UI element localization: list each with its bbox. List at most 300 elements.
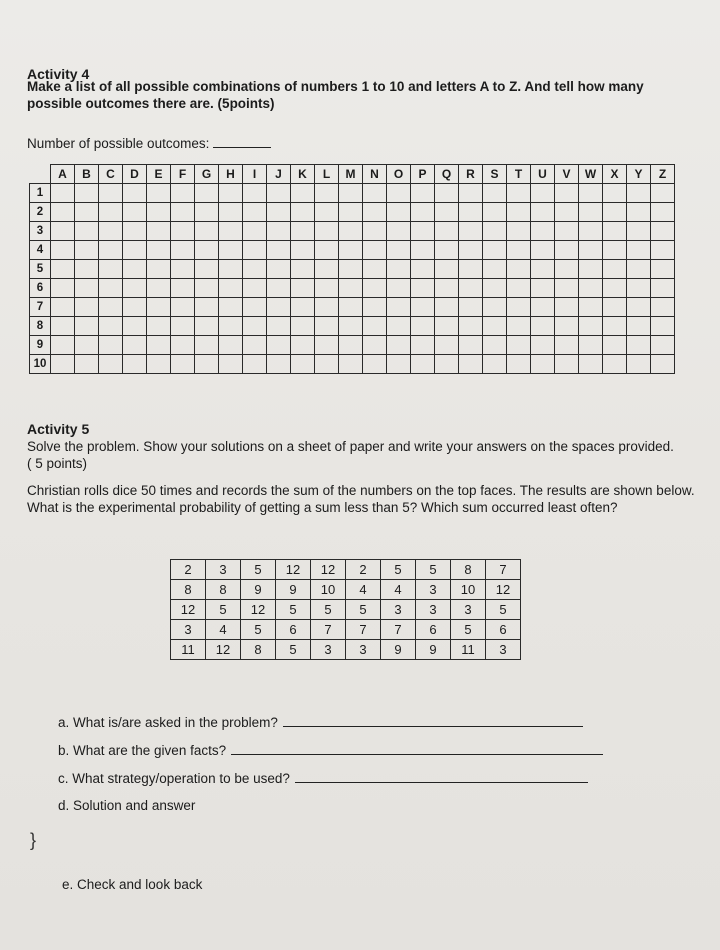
grid-cell[interactable] — [195, 298, 219, 317]
grid-cell[interactable] — [243, 241, 267, 260]
grid-cell[interactable] — [411, 241, 435, 260]
grid-cell[interactable] — [411, 298, 435, 317]
grid-cell[interactable] — [171, 203, 195, 222]
grid-cell[interactable] — [363, 184, 387, 203]
grid-cell[interactable] — [267, 336, 291, 355]
grid-cell[interactable] — [435, 317, 459, 336]
grid-cell[interactable] — [459, 317, 483, 336]
grid-cell[interactable] — [387, 279, 411, 298]
grid-cell[interactable] — [267, 203, 291, 222]
answer-line-b[interactable] — [231, 742, 603, 755]
dice-cell: 3 — [416, 580, 451, 600]
grid-cell[interactable] — [363, 279, 387, 298]
grid-cell[interactable] — [603, 203, 627, 222]
grid-cell[interactable] — [51, 336, 75, 355]
grid-row-header: 1 — [30, 184, 51, 203]
grid-cell[interactable] — [219, 260, 243, 279]
grid-cell[interactable] — [435, 222, 459, 241]
grid-cell[interactable] — [123, 298, 147, 317]
question-c-label: c. What strategy/operation to be used? — [58, 771, 290, 786]
grid-cell[interactable] — [627, 355, 651, 374]
grid-cell[interactable] — [627, 203, 651, 222]
grid-row-header: 7 — [30, 298, 51, 317]
grid-cell[interactable] — [51, 241, 75, 260]
grid-cell[interactable] — [363, 336, 387, 355]
grid-cell[interactable] — [51, 260, 75, 279]
grid-cell[interactable] — [555, 184, 579, 203]
grid-cell[interactable] — [579, 184, 603, 203]
grid-cell[interactable] — [387, 336, 411, 355]
dice-cell: 11 — [171, 640, 206, 660]
grid-cell[interactable] — [291, 317, 315, 336]
grid-cell[interactable] — [339, 184, 363, 203]
grid-cell[interactable] — [195, 222, 219, 241]
dice-cell: 3 — [486, 640, 521, 660]
grid-cell[interactable] — [387, 241, 411, 260]
grid-cell[interactable] — [99, 241, 123, 260]
grid-cell[interactable] — [315, 298, 339, 317]
grid-cell[interactable] — [123, 336, 147, 355]
grid-cell[interactable] — [555, 317, 579, 336]
grid-cell[interactable] — [531, 260, 555, 279]
grid-cell[interactable] — [483, 317, 507, 336]
grid-cell[interactable] — [315, 355, 339, 374]
grid-cell[interactable] — [99, 279, 123, 298]
grid-cell[interactable] — [435, 279, 459, 298]
grid-cell[interactable] — [603, 222, 627, 241]
grid-cell[interactable] — [123, 184, 147, 203]
grid-cell[interactable] — [99, 355, 123, 374]
grid-cell[interactable] — [507, 241, 531, 260]
grid-cell[interactable] — [387, 203, 411, 222]
outcomes-prompt — [27, 135, 271, 151]
grid-cell[interactable] — [555, 336, 579, 355]
grid-cell[interactable] — [291, 298, 315, 317]
grid-cell[interactable] — [219, 184, 243, 203]
grid-cell[interactable] — [459, 298, 483, 317]
grid-row — [30, 336, 675, 355]
grid-cell[interactable] — [75, 336, 99, 355]
dice-cell: 6 — [486, 620, 521, 640]
grid-cell[interactable] — [603, 260, 627, 279]
grid-cell[interactable] — [195, 355, 219, 374]
grid-cell[interactable] — [339, 298, 363, 317]
grid-cell[interactable] — [411, 355, 435, 374]
grid-cell[interactable] — [51, 184, 75, 203]
grid-cell[interactable] — [195, 203, 219, 222]
grid-cell[interactable] — [435, 203, 459, 222]
grid-cell[interactable] — [75, 222, 99, 241]
grid-cell[interactable] — [435, 355, 459, 374]
grid-cell[interactable] — [507, 317, 531, 336]
grid-cell[interactable] — [219, 203, 243, 222]
grid-cell[interactable] — [171, 317, 195, 336]
grid-cell[interactable] — [579, 260, 603, 279]
grid-cell[interactable] — [411, 317, 435, 336]
grid-cell[interactable] — [435, 336, 459, 355]
grid-cell[interactable] — [363, 298, 387, 317]
grid-cell[interactable] — [75, 184, 99, 203]
grid-cell[interactable] — [531, 279, 555, 298]
grid-cell[interactable] — [435, 241, 459, 260]
grid-cell[interactable] — [315, 317, 339, 336]
grid-cell[interactable] — [171, 184, 195, 203]
grid-cell[interactable] — [147, 317, 171, 336]
grid-cell[interactable] — [147, 279, 171, 298]
grid-cell[interactable] — [219, 279, 243, 298]
grid-cell[interactable] — [531, 203, 555, 222]
grid-column-header: J — [267, 165, 291, 184]
grid-column-header: I — [243, 165, 267, 184]
grid-cell[interactable] — [459, 355, 483, 374]
grid-cell[interactable] — [195, 279, 219, 298]
grid-cell[interactable] — [75, 260, 99, 279]
grid-cell[interactable] — [339, 222, 363, 241]
grid-cell[interactable] — [219, 298, 243, 317]
grid-cell[interactable] — [75, 317, 99, 336]
grid-cell[interactable] — [51, 355, 75, 374]
grid-cell[interactable] — [75, 203, 99, 222]
grid-column-header: S — [483, 165, 507, 184]
grid-cell[interactable] — [651, 203, 675, 222]
grid-cell[interactable] — [363, 203, 387, 222]
grid-cell[interactable] — [123, 260, 147, 279]
grid-cell[interactable] — [555, 298, 579, 317]
grid-corner — [30, 165, 51, 184]
grid-cell[interactable] — [171, 241, 195, 260]
grid-cell[interactable] — [171, 260, 195, 279]
grid-cell[interactable] — [411, 203, 435, 222]
grid-cell[interactable] — [531, 317, 555, 336]
grid-cell[interactable] — [435, 260, 459, 279]
grid-cell[interactable] — [291, 203, 315, 222]
grid-cell[interactable] — [651, 184, 675, 203]
grid-cell[interactable] — [603, 355, 627, 374]
grid-cell[interactable] — [147, 298, 171, 317]
grid-cell[interactable] — [243, 298, 267, 317]
grid-cell[interactable] — [507, 222, 531, 241]
grid-cell[interactable] — [267, 317, 291, 336]
grid-cell[interactable] — [579, 336, 603, 355]
grid-cell[interactable] — [243, 222, 267, 241]
grid-cell[interactable] — [651, 317, 675, 336]
grid-cell[interactable] — [315, 241, 339, 260]
grid-cell[interactable] — [411, 336, 435, 355]
grid-cell[interactable] — [147, 260, 171, 279]
grid-cell[interactable] — [483, 203, 507, 222]
grid-cell[interactable] — [459, 260, 483, 279]
grid-column-header: Y — [627, 165, 651, 184]
grid-cell[interactable] — [315, 260, 339, 279]
grid-cell[interactable] — [267, 298, 291, 317]
question-d: d. Solution and answer — [58, 798, 196, 813]
grid-cell[interactable] — [219, 241, 243, 260]
grid-cell[interactable] — [627, 317, 651, 336]
grid-cell[interactable] — [291, 336, 315, 355]
grid-cell[interactable] — [651, 355, 675, 374]
dice-cell: 7 — [346, 620, 381, 640]
dice-cell: 10 — [311, 580, 346, 600]
grid-cell[interactable] — [603, 279, 627, 298]
dice-cell: 3 — [206, 560, 241, 580]
question-e: e. Check and look back — [62, 877, 203, 892]
dice-cell: 2 — [171, 560, 206, 580]
grid-cell[interactable] — [627, 260, 651, 279]
grid-cell[interactable] — [51, 298, 75, 317]
grid-cell[interactable] — [459, 222, 483, 241]
grid-cell[interactable] — [363, 355, 387, 374]
grid-cell[interactable] — [315, 184, 339, 203]
grid-column-header: B — [75, 165, 99, 184]
grid-cell[interactable] — [291, 279, 315, 298]
grid-cell[interactable] — [531, 355, 555, 374]
grid-cell[interactable] — [531, 336, 555, 355]
grid-cell[interactable] — [243, 260, 267, 279]
grid-cell[interactable] — [531, 222, 555, 241]
grid-cell[interactable] — [267, 355, 291, 374]
grid-cell[interactable] — [75, 279, 99, 298]
grid-cell[interactable] — [459, 203, 483, 222]
grid-cell[interactable] — [387, 355, 411, 374]
grid-cell[interactable] — [339, 317, 363, 336]
grid-cell[interactable] — [123, 279, 147, 298]
grid-cell[interactable] — [555, 279, 579, 298]
grid-cell[interactable] — [507, 260, 531, 279]
grid-cell[interactable] — [483, 279, 507, 298]
grid-cell[interactable] — [267, 222, 291, 241]
grid-cell[interactable] — [291, 222, 315, 241]
grid-cell[interactable] — [147, 203, 171, 222]
grid-cell[interactable] — [651, 298, 675, 317]
grid-cell[interactable] — [603, 298, 627, 317]
grid-cell[interactable] — [531, 184, 555, 203]
grid-cell[interactable] — [579, 298, 603, 317]
grid-cell[interactable] — [507, 298, 531, 317]
grid-cell[interactable] — [243, 317, 267, 336]
grid-cell[interactable] — [51, 317, 75, 336]
grid-cell[interactable] — [411, 222, 435, 241]
grid-cell[interactable] — [147, 355, 171, 374]
dice-cell: 9 — [241, 580, 276, 600]
grid-cell[interactable] — [387, 184, 411, 203]
grid-cell[interactable] — [99, 222, 123, 241]
grid-cell[interactable] — [411, 279, 435, 298]
grid-cell[interactable] — [555, 203, 579, 222]
grid-cell[interactable] — [387, 317, 411, 336]
grid-cell[interactable] — [123, 241, 147, 260]
grid-cell[interactable] — [579, 203, 603, 222]
grid-cell[interactable] — [99, 203, 123, 222]
grid-cell[interactable] — [219, 222, 243, 241]
grid-cell[interactable] — [459, 336, 483, 355]
grid-cell[interactable] — [651, 336, 675, 355]
grid-cell[interactable] — [483, 222, 507, 241]
grid-cell[interactable] — [315, 203, 339, 222]
grid-cell[interactable] — [75, 355, 99, 374]
grid-cell[interactable] — [147, 222, 171, 241]
grid-cell[interactable] — [363, 241, 387, 260]
grid-cell[interactable] — [651, 279, 675, 298]
grid-cell[interactable] — [147, 241, 171, 260]
grid-cell[interactable] — [411, 260, 435, 279]
grid-cell[interactable] — [435, 298, 459, 317]
grid-cell[interactable] — [123, 222, 147, 241]
grid-cell[interactable] — [51, 222, 75, 241]
grid-cell[interactable] — [387, 298, 411, 317]
grid-cell[interactable] — [291, 184, 315, 203]
activity4-instructions-text: Make a list of all possible combinations of numbers 1 to 10 and letters A to Z. And tell how many possible outcomes there are. (5points) — [27, 79, 644, 111]
dice-cell: 12 — [171, 600, 206, 620]
grid-cell[interactable] — [459, 241, 483, 260]
grid-cell[interactable] — [171, 298, 195, 317]
grid-cell[interactable] — [363, 260, 387, 279]
grid-cell[interactable] — [555, 222, 579, 241]
grid-cell[interactable] — [651, 241, 675, 260]
grid-cell[interactable] — [579, 355, 603, 374]
grid-row-header: 8 — [30, 317, 51, 336]
grid-column-header: X — [603, 165, 627, 184]
grid-cell[interactable] — [627, 298, 651, 317]
grid-cell[interactable] — [243, 184, 267, 203]
grid-cell[interactable] — [123, 203, 147, 222]
grid-cell[interactable] — [267, 184, 291, 203]
grid-cell[interactable] — [171, 279, 195, 298]
grid-cell[interactable] — [339, 260, 363, 279]
dice-cell: 9 — [416, 640, 451, 660]
grid-cell[interactable] — [75, 298, 99, 317]
grid-cell[interactable] — [147, 336, 171, 355]
grid-cell[interactable] — [507, 203, 531, 222]
grid-cell[interactable] — [363, 222, 387, 241]
grid-cell[interactable] — [243, 279, 267, 298]
grid-cell[interactable] — [579, 279, 603, 298]
grid-cell[interactable] — [291, 355, 315, 374]
grid-cell[interactable] — [99, 260, 123, 279]
grid-cell[interactable] — [555, 355, 579, 374]
grid-cell[interactable] — [171, 336, 195, 355]
dice-cell: 5 — [486, 600, 521, 620]
grid-cell[interactable] — [291, 241, 315, 260]
grid-cell[interactable] — [315, 336, 339, 355]
grid-cell[interactable] — [51, 203, 75, 222]
grid-cell[interactable] — [315, 222, 339, 241]
grid-cell[interactable] — [267, 241, 291, 260]
grid-cell[interactable] — [219, 355, 243, 374]
grid-cell[interactable] — [603, 317, 627, 336]
grid-cell[interactable] — [363, 317, 387, 336]
grid-cell[interactable] — [627, 279, 651, 298]
grid-cell[interactable] — [579, 241, 603, 260]
grid-cell[interactable] — [339, 336, 363, 355]
grid-cell[interactable] — [243, 336, 267, 355]
grid-cell[interactable] — [651, 222, 675, 241]
grid-row — [30, 260, 675, 279]
grid-cell[interactable] — [339, 241, 363, 260]
grid-cell[interactable] — [651, 260, 675, 279]
grid-cell[interactable] — [627, 241, 651, 260]
grid-cell[interactable] — [603, 184, 627, 203]
grid-cell[interactable] — [579, 317, 603, 336]
dice-cell: 3 — [311, 640, 346, 660]
grid-cell[interactable] — [243, 203, 267, 222]
grid-cell[interactable] — [195, 260, 219, 279]
grid-cell[interactable] — [171, 222, 195, 241]
grid-cell[interactable] — [339, 279, 363, 298]
grid-cell[interactable] — [195, 184, 219, 203]
grid-cell[interactable] — [171, 355, 195, 374]
grid-cell[interactable] — [483, 184, 507, 203]
grid-cell[interactable] — [603, 336, 627, 355]
grid-cell[interactable] — [99, 184, 123, 203]
grid-cell[interactable] — [507, 279, 531, 298]
grid-cell[interactable] — [531, 298, 555, 317]
grid-cell[interactable] — [555, 260, 579, 279]
dice-results-table — [170, 559, 521, 660]
answer-line-c[interactable] — [295, 770, 588, 783]
activity5-instructions-text: Solve the problem. Show your solutions on a sheet of paper and write your answers on the spaces provided. ( 5 points) — [27, 439, 674, 471]
outcomes-answer-blank[interactable] — [213, 135, 271, 148]
grid-cell[interactable] — [483, 260, 507, 279]
grid-cell[interactable] — [195, 241, 219, 260]
grid-cell[interactable] — [483, 336, 507, 355]
grid-cell[interactable] — [459, 279, 483, 298]
grid-cell[interactable] — [243, 355, 267, 374]
grid-cell[interactable] — [267, 279, 291, 298]
grid-cell[interactable] — [267, 260, 291, 279]
grid-cell[interactable] — [483, 241, 507, 260]
grid-cell[interactable] — [435, 184, 459, 203]
grid-cell[interactable] — [507, 184, 531, 203]
grid-cell[interactable] — [627, 184, 651, 203]
grid-cell[interactable] — [627, 222, 651, 241]
grid-cell[interactable] — [387, 222, 411, 241]
grid-cell[interactable] — [195, 317, 219, 336]
grid-cell[interactable] — [459, 184, 483, 203]
grid-cell[interactable] — [339, 203, 363, 222]
grid-cell[interactable] — [627, 336, 651, 355]
grid-cell[interactable] — [99, 298, 123, 317]
grid-cell[interactable] — [531, 241, 555, 260]
grid-cell[interactable] — [483, 355, 507, 374]
grid-cell[interactable] — [387, 260, 411, 279]
grid-cell[interactable] — [507, 355, 531, 374]
grid-cell[interactable] — [123, 355, 147, 374]
grid-cell[interactable] — [99, 336, 123, 355]
grid-cell[interactable] — [219, 317, 243, 336]
grid-column-header: V — [555, 165, 579, 184]
grid-cell[interactable] — [147, 184, 171, 203]
grid-cell[interactable] — [123, 317, 147, 336]
grid-cell[interactable] — [51, 279, 75, 298]
grid-cell[interactable] — [195, 336, 219, 355]
dice-cell: 4 — [206, 620, 241, 640]
grid-cell[interactable] — [603, 241, 627, 260]
grid-cell[interactable] — [219, 336, 243, 355]
grid-cell[interactable] — [315, 279, 339, 298]
grid-cell[interactable] — [507, 336, 531, 355]
grid-cell[interactable] — [579, 222, 603, 241]
grid-cell[interactable] — [555, 241, 579, 260]
answer-line-a[interactable] — [283, 714, 583, 727]
grid-cell[interactable] — [483, 298, 507, 317]
grid-cell[interactable] — [291, 260, 315, 279]
dice-cell: 5 — [276, 600, 311, 620]
grid-cell[interactable] — [75, 241, 99, 260]
dice-cell: 4 — [381, 580, 416, 600]
grid-cell[interactable] — [99, 317, 123, 336]
grid-cell[interactable] — [411, 184, 435, 203]
grid-cell[interactable] — [339, 355, 363, 374]
